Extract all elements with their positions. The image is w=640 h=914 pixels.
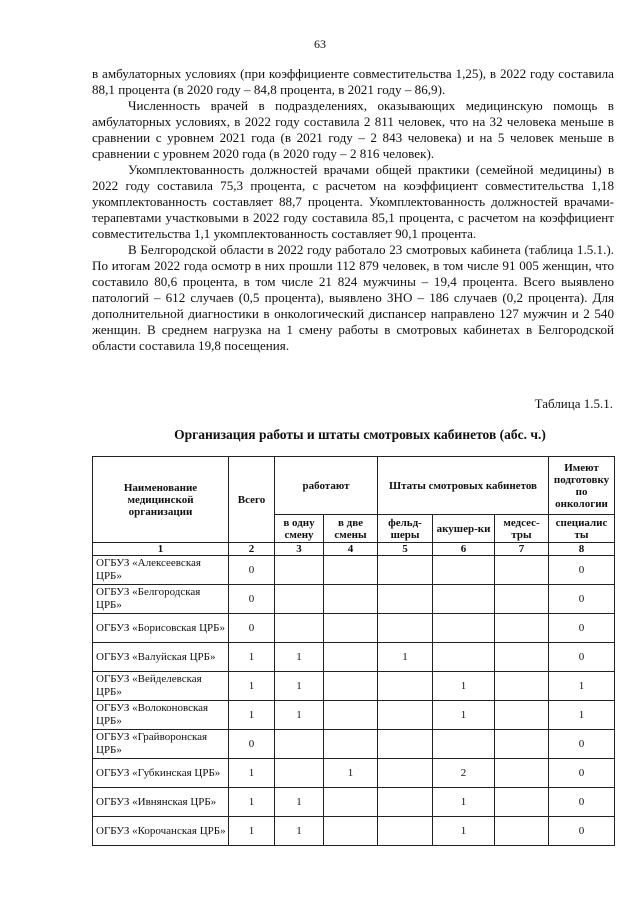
- cell-two-shifts: [324, 817, 378, 846]
- cell-org-name: ОГБУЗ «Алексеевская ЦРБ»: [93, 556, 229, 585]
- table-row: [93, 585, 615, 614]
- cell-nurse: [495, 672, 549, 701]
- table-row: [93, 701, 615, 730]
- cell-one-shift: [275, 759, 324, 788]
- header-specialist: специалис ты: [549, 515, 615, 543]
- header-nurse: медсес-тры: [495, 515, 549, 543]
- cell-feldsher: [378, 817, 433, 846]
- cell-nurse: [495, 585, 549, 614]
- cell-nurse: [495, 556, 549, 585]
- header-org-name: Наименование медицинской организации: [93, 457, 229, 543]
- cell-two-shifts: 1: [324, 759, 378, 788]
- cell-specialist: 0: [549, 643, 615, 672]
- cell-feldsher: [378, 701, 433, 730]
- cell-total: 1: [229, 701, 275, 730]
- cell-specialist: 0: [549, 788, 615, 817]
- cell-two-shifts: [324, 643, 378, 672]
- cell-feldsher: [378, 556, 433, 585]
- cell-nurse: [495, 643, 549, 672]
- cell-two-shifts: [324, 556, 378, 585]
- table-row: [93, 759, 615, 788]
- header-trained: Имеют подготовку по онкологии: [549, 457, 615, 515]
- staff-table: [92, 456, 615, 846]
- col-number: 5: [378, 543, 433, 556]
- cell-two-shifts: [324, 585, 378, 614]
- paragraph: В Белгородской области в 2022 году работало 23 смотровых кабинета (таблица 1.5.1.). По итогам 2022 года осмотр в них прошли 112 879 человек, в том числе 91 005 женщин, что составило 80,6 процента, в том числе 21 824 мужчины – 19,4 процента. Всего выявлено патологий – 612 случаев (0,5 процента), выявлено ЗНО – 186 случаев (0,2 процента). Для дополнительной диагностики в онкологический диспансер направлено 127 мужчин и 2 540 женщин. В среднем нагрузка на 1 смену работы в смотровых кабинетах в Белгородской области составила 19,8 посещения.: [92, 242, 614, 353]
- cell-one-shift: 1: [275, 817, 324, 846]
- cell-total: 0: [229, 730, 275, 759]
- header-staff: Штаты смотровых кабинетов: [378, 457, 549, 515]
- cell-nurse: [495, 759, 549, 788]
- cell-feldsher: [378, 759, 433, 788]
- cell-total: 0: [229, 585, 275, 614]
- cell-two-shifts: [324, 730, 378, 759]
- cell-one-shift: [275, 614, 324, 643]
- cell-org-name: ОГБУЗ «Ивнянская ЦРБ»: [93, 788, 229, 817]
- cell-org-name: ОГБУЗ «Губкинская ЦРБ»: [93, 759, 229, 788]
- cell-midwife: 1: [433, 672, 495, 701]
- header-two-shifts: в две смены: [324, 515, 378, 543]
- header-total: Всего: [229, 457, 275, 543]
- cell-one-shift: 1: [275, 672, 324, 701]
- cell-specialist: 0: [549, 585, 615, 614]
- cell-specialist: 0: [549, 730, 615, 759]
- cell-specialist: 0: [549, 817, 615, 846]
- cell-midwife: [433, 614, 495, 643]
- cell-org-name: ОГБУЗ «Вейделевская ЦРБ»: [93, 672, 229, 701]
- cell-feldsher: [378, 788, 433, 817]
- cell-total: 1: [229, 672, 275, 701]
- cell-nurse: [495, 614, 549, 643]
- cell-midwife: [433, 556, 495, 585]
- cell-one-shift: 1: [275, 788, 324, 817]
- body-text: [92, 66, 614, 354]
- cell-midwife: 1: [433, 788, 495, 817]
- cell-specialist: 1: [549, 672, 615, 701]
- cell-org-name: ОГБУЗ «Грайворонская ЦРБ»: [93, 730, 229, 759]
- cell-two-shifts: [324, 672, 378, 701]
- table-row: [93, 643, 615, 672]
- col-number: 2: [229, 543, 275, 556]
- header-one-shift: в одну смену: [275, 515, 324, 543]
- col-number: 8: [549, 543, 615, 556]
- cell-two-shifts: [324, 614, 378, 643]
- cell-org-name: ОГБУЗ «Борисовская ЦРБ»: [93, 614, 229, 643]
- header-midwife: акушер-ки: [433, 515, 495, 543]
- col-number: 3: [275, 543, 324, 556]
- paragraph: Укомплектованность должностей врачами общей практики (семейной медицины) в 2022 году составила 75,3 процента, с расчетом на коэффициент совместительства 1,18 укомплектованность составляет 88,7 процента. Укомплектованность должностей врачами-терапевтами участковыми в 2022 году составила 85,1 процента, с расчетом на коэффициент совместительства 1,1 укомплектованность составляет 90,1 процента.: [92, 162, 614, 241]
- header-feldsher: фельд-шеры: [378, 515, 433, 543]
- cell-specialist: 0: [549, 556, 615, 585]
- cell-total: 1: [229, 759, 275, 788]
- page-number: 63: [314, 37, 326, 51]
- cell-nurse: [495, 788, 549, 817]
- cell-two-shifts: [324, 701, 378, 730]
- cell-org-name: ОГБУЗ «Корочанская ЦРБ»: [93, 817, 229, 846]
- col-number: 7: [495, 543, 549, 556]
- cell-one-shift: [275, 730, 324, 759]
- cell-midwife: [433, 730, 495, 759]
- cell-one-shift: [275, 556, 324, 585]
- cell-midwife: [433, 643, 495, 672]
- col-number: 1: [93, 543, 229, 556]
- cell-total: 0: [229, 614, 275, 643]
- table-row: [93, 672, 615, 701]
- table-row: [93, 817, 615, 846]
- table-label: Таблица 1.5.1.: [534, 396, 613, 411]
- cell-nurse: [495, 730, 549, 759]
- paragraph: в амбулаторных условиях (при коэффициенте совместительства 1,25), в 2022 году составила 88,1 процента (в 2020 году – 84,8 процента, в 2021 году – 86,9).: [92, 66, 614, 97]
- table-row: [93, 788, 615, 817]
- cell-two-shifts: [324, 788, 378, 817]
- table-row: [93, 730, 615, 759]
- cell-feldsher: [378, 730, 433, 759]
- cell-midwife: 2: [433, 759, 495, 788]
- cell-feldsher: [378, 614, 433, 643]
- cell-nurse: [495, 701, 549, 730]
- cell-org-name: ОГБУЗ «Валуйская ЦРБ»: [93, 643, 229, 672]
- cell-org-name: ОГБУЗ «Волоконовская ЦРБ»: [93, 701, 229, 730]
- cell-specialist: 0: [549, 759, 615, 788]
- cell-midwife: 1: [433, 817, 495, 846]
- table-body: [93, 556, 615, 846]
- table-title: Организация работы и штаты смотровых кабинетов (абс. ч.): [174, 427, 546, 442]
- col-number: 4: [324, 543, 378, 556]
- cell-total: 1: [229, 643, 275, 672]
- cell-one-shift: 1: [275, 701, 324, 730]
- cell-total: 1: [229, 788, 275, 817]
- table-row: [93, 556, 615, 585]
- col-number: 6: [433, 543, 495, 556]
- cell-total: 0: [229, 556, 275, 585]
- cell-midwife: [433, 585, 495, 614]
- table-row: [93, 614, 615, 643]
- cell-feldsher: [378, 672, 433, 701]
- cell-specialist: 0: [549, 614, 615, 643]
- cell-specialist: 1: [549, 701, 615, 730]
- cell-total: 1: [229, 817, 275, 846]
- cell-feldsher: [378, 585, 433, 614]
- cell-one-shift: 1: [275, 643, 324, 672]
- paragraph: Численность врачей в подразделениях, оказывающих медицинскую помощь в амбулаторных условиях, в 2022 году составила 2 811 человек, что на 32 человека меньше в сравнении с уровнем 2021 года (в 2021 году – 2 843 человека) и на 5 человек меньше в сравнении с уровнем 2020 года (в 2020 году – 2 816 человек).: [92, 98, 614, 161]
- cell-feldsher: 1: [378, 643, 433, 672]
- cell-org-name: ОГБУЗ «Белгородская ЦРБ»: [93, 585, 229, 614]
- cell-one-shift: [275, 585, 324, 614]
- header-work: работают: [275, 457, 378, 515]
- cell-midwife: 1: [433, 701, 495, 730]
- cell-nurse: [495, 817, 549, 846]
